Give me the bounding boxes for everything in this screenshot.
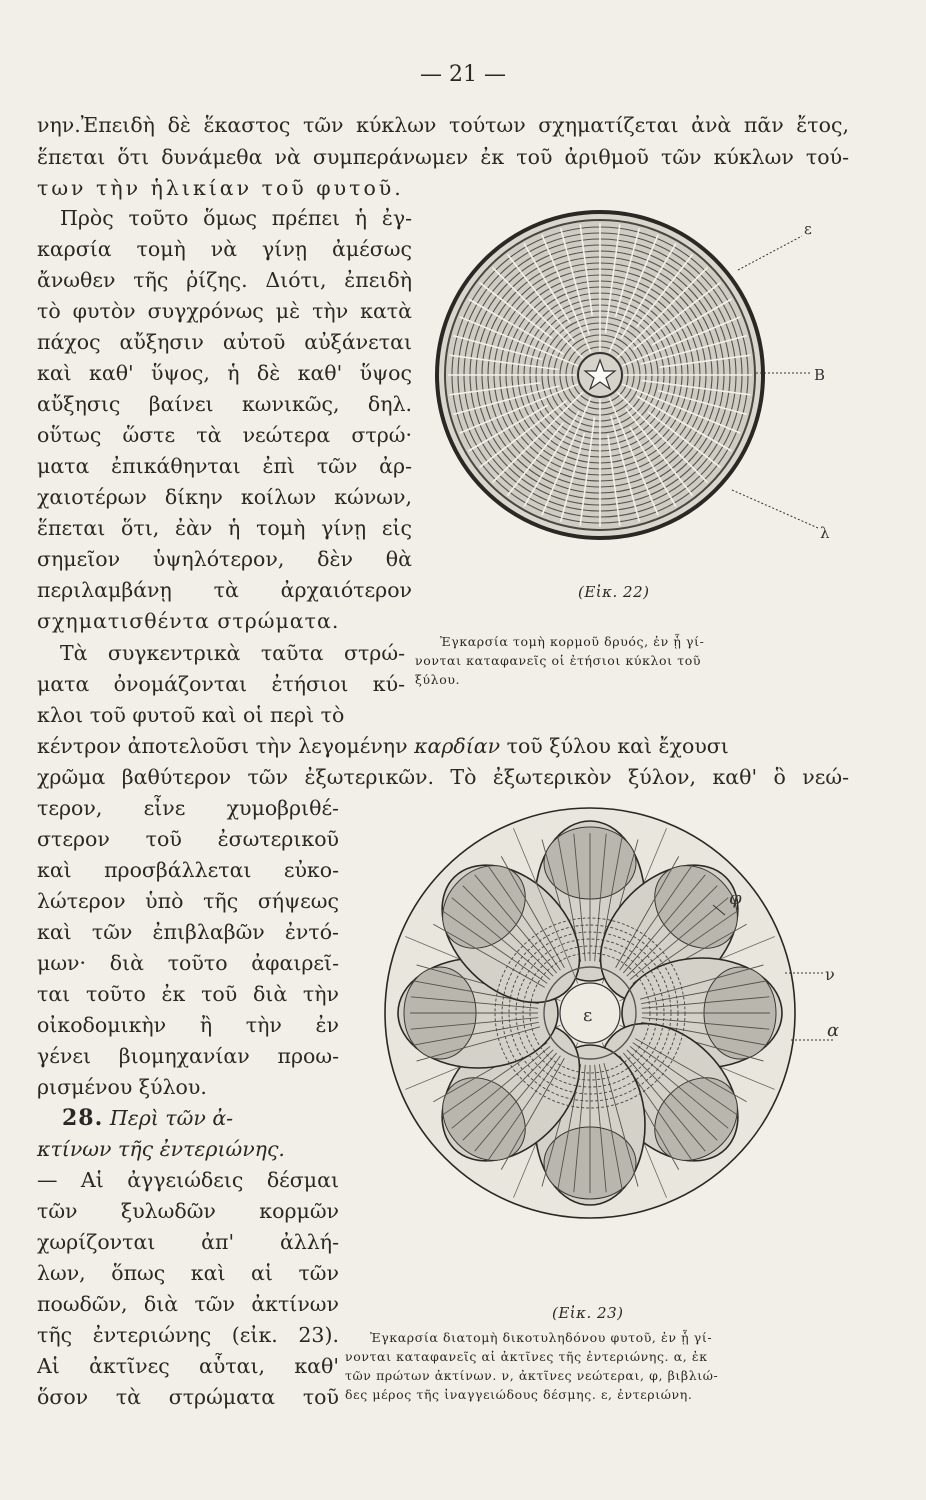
text-line: χαιοτέρων δίκην κοίλων κώνων,	[37, 485, 412, 509]
label-phi: φ	[729, 888, 742, 909]
text-line: Πρὸς τοῦτο ὅμως πρέπει ἡ ἐγ-	[60, 206, 412, 230]
text-line: λώτερον ὑπὸ τῆς σήψεως	[37, 889, 339, 913]
text-line: Αἱ ἀκτῖνες αὗται, καθ'	[37, 1354, 339, 1378]
emphasis-term: καρδίαν	[414, 734, 501, 758]
section-title: Περὶ τῶν ἀ-	[109, 1106, 234, 1130]
text-line: καὶ προσβάλλεται εὐκο-	[37, 858, 339, 882]
text-line: τὸ φυτὸν συγχρόνως μὲ τὴν κατὰ	[37, 299, 412, 323]
label-e: ε	[583, 1005, 593, 1026]
text-line: ματα ἐπικάθηνται ἐπὶ τῶν ἀρ-	[37, 454, 412, 478]
text-line: χρῶμα βαθύτερον τῶν ἐξωτερικῶν. Τὸ ἐξωτερικὸν ξύλον, καθ' ὃ νεώ-	[37, 765, 849, 789]
text-line: καὶ καθ' ὕψος, ἡ δὲ καθ' ὕψος	[37, 361, 412, 385]
text-line: ἕπεται ὅτι, ἐὰν ἡ τομὴ γίνῃ εἰς	[37, 516, 412, 540]
section-heading	[62, 1105, 233, 1131]
text-line: οὕτως ὥστε τὰ νεώτερα στρώ·	[37, 423, 412, 447]
text-line: σχηματισθέντα στρώματα.	[37, 609, 340, 633]
text-line: νην.Ἐπειδὴ δὲ ἕκαστος τῶν κύκλων τούτων σχηματίζεται ἀνὰ πᾶν ἔτος,	[37, 113, 849, 137]
text-line: τῆς ἐντεριώνης (εἰκ. 23).	[37, 1323, 339, 1347]
text-line: των τὴν ἡλικίαν τοῦ φυτοῦ.	[37, 176, 404, 200]
text-line: χωρίζονται ἀπ' ἀλλή-	[37, 1230, 339, 1254]
text-line: τερον, εἶνε χυμοβριθέ-	[37, 796, 339, 820]
text-line: ματα ὀνομάζονται ἐτήσιοι κύ-	[37, 672, 405, 696]
label-l: λ	[820, 524, 830, 542]
label-nu: ν	[825, 965, 835, 984]
page-number: — 21 —	[420, 62, 506, 87]
text-line: στερον τοῦ ἐσωτερικοῦ	[37, 827, 339, 851]
text-line: πάχος αὔξησιν αὐτοῦ αὐξάνεται	[37, 330, 412, 354]
text-line: αὔξησις βαίνει κωνικῶς, δηλ.	[37, 392, 412, 416]
text-line: γένει βιομηχανίαν προω-	[37, 1044, 339, 1068]
text-line: ὅσον τὰ στρώματα τοῦ	[37, 1385, 339, 1409]
figure-23-label: (Εἰκ. 23)	[552, 1304, 624, 1322]
label-b: Β	[814, 366, 826, 384]
figure-22-caption: νονται καταφανεῖς οἱ ἐτήσιοι κύκλοι τοῦ	[415, 653, 702, 668]
figure-23-dicot-section	[345, 800, 845, 1230]
figure-22-label: (Εἰκ. 22)	[578, 583, 650, 601]
figure-22-caption: Ἐγκαρσία τομὴ κορμοῦ δρυός, ἐν ᾗ γί-	[440, 634, 705, 649]
text-line: ἕπεται ὅτι δυνάμεθα νὰ συμπεράνωμεν ἐκ τοῦ ἀριθμοῦ τῶν κύκλων τού-	[37, 145, 849, 169]
section-number: 28.	[62, 1105, 104, 1131]
text-line: ρισμένου ξύλου.	[37, 1075, 207, 1099]
text-line: ποωδῶν, διὰ τῶν ἀκτίνων	[37, 1292, 339, 1316]
figure-22-oak-section	[420, 200, 840, 560]
text-line: — Αἱ ἀγγειώδεις δέσμαι	[37, 1168, 339, 1192]
section-title-cont: κτίνων τῆς ἐντεριώνης.	[37, 1137, 285, 1161]
text-line: ἄνωθεν τῆς ῥίζης. Διότι, ἐπειδὴ	[37, 268, 412, 292]
text-line: περιλαμβάνῃ τὰ ἀρχαιότερον	[37, 578, 412, 602]
text-line: μων· διὰ τοῦτο ἀφαιρεῖ-	[37, 951, 339, 975]
figure-23-caption: νονται καταφανεῖς αἱ ἀκτῖνες τῆς ἐντεριώνης. α, ἐκ	[345, 1349, 708, 1364]
text-line: καὶ τῶν ἐπιβλαβῶν ἐντό-	[37, 920, 339, 944]
text-line: κλοι τοῦ φυτοῦ καὶ οἱ περὶ τὸ	[37, 703, 345, 727]
label-a: α	[827, 1020, 840, 1041]
text-line: σημεῖον ὑψηλότερον, δὲν θὰ	[37, 547, 412, 571]
text-line	[37, 733, 849, 761]
text-line: οἰκοδομικὴν ἢ τὴν ἐν	[37, 1013, 339, 1037]
text-line: ται τοῦτο ἐκ τοῦ διὰ τὴν	[37, 982, 339, 1006]
figure-23-caption: δες μέρος τῆς ἰναγγειώδους δέσμης. ε, ἐντεριώνη.	[345, 1387, 693, 1402]
label-e: ε	[804, 220, 812, 238]
text-line: Τὰ συγκεντρικὰ ταῦτα στρώ-	[60, 641, 405, 665]
text-segment: κέντρον ἀποτελοῦσι τὴν λεγομένην	[37, 734, 415, 758]
text-line: καρσία τομὴ νὰ γίνῃ ἀμέσως	[37, 237, 412, 261]
text-line: λων, ὅπως καὶ αἱ τῶν	[37, 1261, 339, 1285]
figure-23-caption: τῶν πρώτων ἀκτίνων. ν, ἀκτῖνες νεώτεραι, φ, βιβλιώ-	[345, 1368, 719, 1383]
figure-22-caption: ξύλου.	[415, 672, 461, 687]
text-segment: τοῦ ξύλου καὶ ἔχουσι	[500, 734, 729, 758]
figure-23-caption: Ἐγκαρσία διατομὴ δικοτυληδόνου φυτοῦ, ἐν ᾗ γί-	[370, 1330, 713, 1345]
text-line: τῶν ξυλωδῶν κορμῶν	[37, 1199, 339, 1223]
